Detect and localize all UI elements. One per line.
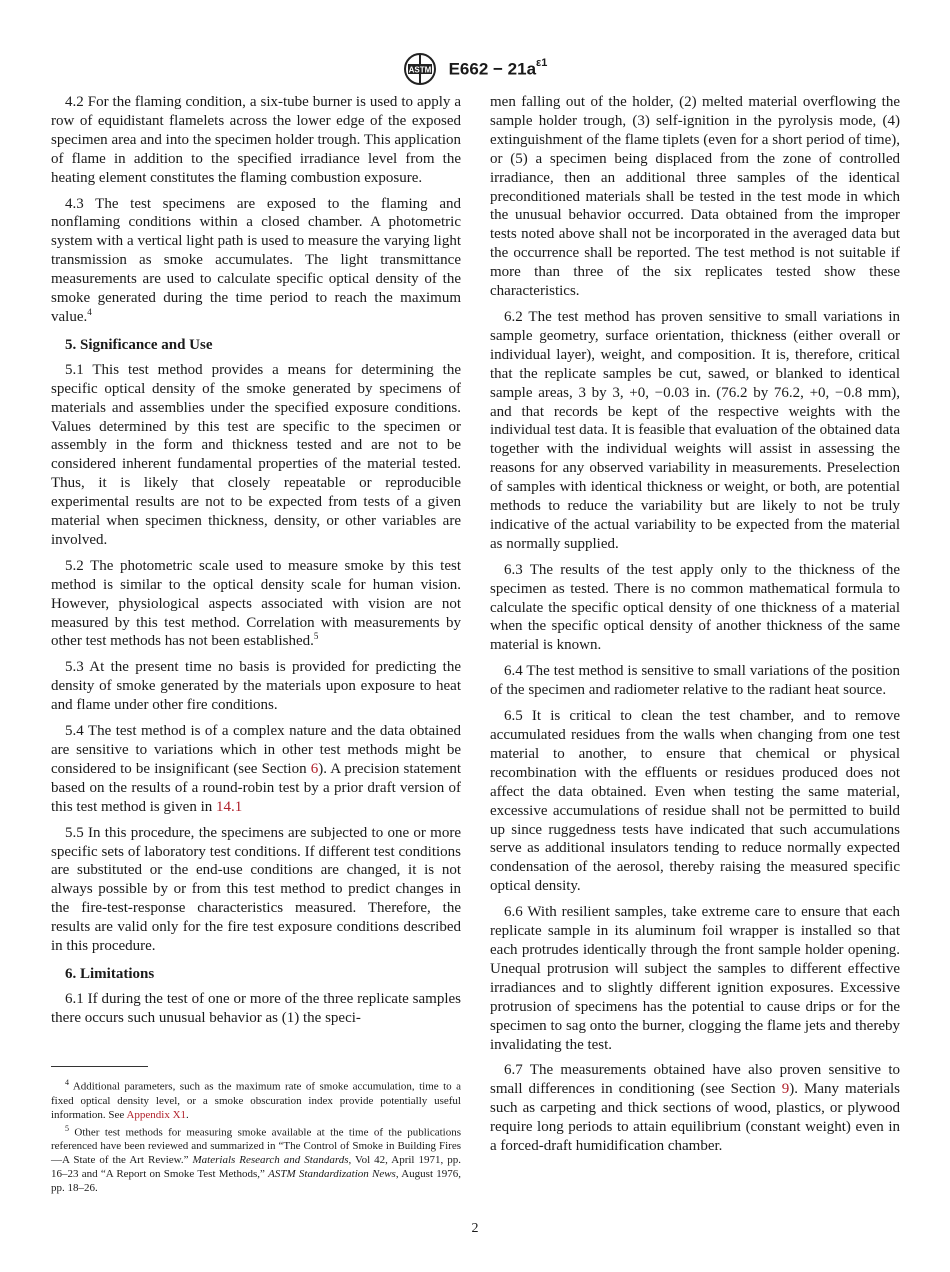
paragraph-5-1: 5.1 This test method provides a means for determining the specific optical density of the smoke generated by specimens of materials and assemblies under the specified exposure conditions. Values determined by this test are specific to the specimen or assembly in the form and thickness tested and are not to be considered inherent fundamental properties of the material tested. Thus, it is likely that closely repeatable or reproducible experimental results are not to be expected from tests of a given material when specimen thickness, density, or other variables are involved.	[51, 361, 461, 548]
paragraph-5-4: 5.4 The test method is of a complex nature and the data obtained are sensitive to variations which in other test methods might be considered to be insignificant (see Section 6). A precision statement based on the results of a round-robin test by a prior draft version of this test method is given in 14.1	[51, 723, 461, 815]
paragraph-5-2: 5.2 The photometric scale used to measure smoke by this test method is similar to the optical density scale for human vision. However, physiological aspects associated with vision are not measured by this test method. Correlation with measurements by other test methods has not been established.$^5$	[51, 557, 461, 650]
standard-designation: $E662 - 21a^{\varepsilon 1}$	[448, 56, 548, 79]
page-number: 2	[471, 1221, 479, 1236]
paragraph-5-3: 5.3 At the present time no basis is provided for predicting the density of smoke generated by the materials upon exposure to heat and flame under other fire conditions.	[51, 659, 461, 714]
paragraph-6-4: 6.4 The test method is sensitive to small variations of the position of the specimen and radiometer relative to the radiant heat source.	[490, 663, 900, 699]
page-header	[0, 52, 950, 86]
paragraph-5-5: 5.5 In this procedure, the specimens are subjected to one or more specific sets of laboratory test conditions. If different test conditions are substituted or the end-use conditions are changed, it is not always possible by or from this test method to predict changes in the fire-test-response characteristics measured. Therefore, the results are valid only for the fire test exposure conditions described in this procedure.	[51, 824, 461, 955]
section-14-1-link[interactable]: 14.1	[216, 798, 243, 815]
section-9-link[interactable]: 9	[781, 1081, 790, 1098]
paragraph-6-1: 6.1 If during the test of one or more of the three replicate samples there occurs such unusual behavior as (1) the speci-	[51, 990, 461, 1026]
section-6-link[interactable]: 6	[310, 760, 319, 777]
paragraph-6-1-continued: men falling out of the holder, (2) melted material overflowing the sample holder trough, (3) self-ignition in the pyrolysis mode, (4) extinguishment of the flame tiplets (even for a short period of time), or (5) a specimen being displaced from the zone of controlled irradiance, then an additional three samples of the identical preconditioned materials shall be tested in the test mode in which the unusual behavior occurred. Data obtained from the improper tests noted above shall not be incorporated in the averaged data but the occurrence shall be reported. The test method is not suitable if more than three of the six replicates tested show these characteristics.	[490, 94, 900, 300]
left-column	[51, 93, 461, 1035]
appendix-x1-link[interactable]: Appendix X1	[126, 1108, 187, 1121]
footnote-ref-5[interactable]: 5	[313, 631, 319, 642]
footnote-5: $^5$ Other test methods for measuring smoke available at the time of the publications referenced have been reviewed and summarized in “The Control of Smoke in Building Fires—A State of the Art Review.” Materials Research and Standards, Vol 42, April 1971, pp. 16–23 and “A Report on Smoke Test Methods,” ASTM Standardization News, August 1976, pp. 18–26.	[51, 1123, 461, 1195]
paragraph-6-6: 6.6 With resilient samples, take extreme care to ensure that each replicate sample in its aluminum foil wrapper is installed so that each protrudes identically through the front sample holder opening. Unequal protrusion will subject the samples to different effective irradiances and to slightly different ignition exposures. Excessive protrusion of specimens has the potential to cause drips or for the specimen to sag onto the burner, clogging the flame jets and thereby invalidating the test.	[490, 904, 900, 1053]
paragraph-4-2: 4.2 For the flaming condition, a six-tube burner is used to apply a row of equidistant flamelets across the lower edge of the exposed specimen area and into the specimen holder trough. This application of flame in addition to the specified irradiance level from the heating element constitutes the flaming combustion exposure.	[51, 94, 461, 186]
section-5-heading: 5. Significance and Use	[65, 336, 213, 353]
paragraph-4-3: 4.3 The test specimens are exposed to the flaming and nonflaming conditions within a closed chamber. A photometric system with a vertical light path is used to measure the varying light transmission as smoke accumulates. The light transmittance measurements are used to calculate specific optical density of the smoke generated during the time period to reach the maximum value.$^4$	[51, 195, 461, 325]
paragraph-6-3: 6.3 The results of the test apply only to the thickness of the specimen as tested. There is no common mathematical formula to calculate the specific optical density of one thickness of a material when the specific optical density of another thickness of the same material is known.	[490, 561, 900, 654]
paragraph-6-7: 6.7 The measurements obtained have also proven sensitive to small differences in conditioning (see Section 9). Many materials such as carpeting and thick sections of wood, plastics, or plywood require long periods to attain equilibrium (constant weight) even in a forced-draft humidification chamber.	[490, 1062, 901, 1155]
paragraph-6-5: 6.5 It is critical to clean the test chamber, and to remove accumulated residues from the walls when changing from one test material to another, to ensure that chemical or physical recombination with the effluents or residues produced does not affect the data obtained. Even when testing the same material, excessive accumulations of residue shall not be permitted to build up since ruggedness tests have indicated that such accumulations serve as additional insulators tending to reduce normally expected condensation of the aerosol, thereby raising the measured specific optical density.	[490, 708, 900, 895]
svg-text:ASTM: ASTM	[408, 65, 431, 75]
footnote-ref-4[interactable]: 4	[87, 306, 92, 317]
footnote-4: $^4$ Additional parameters, such as the maximum rate of smoke accumulation, time to a fixed optical density level, or a smoke obscuration index provide potentially useful information. See Appendix X1.	[51, 1078, 461, 1121]
epsilon-superscript: ε1	[536, 56, 548, 69]
paragraph-6-2: 6.2 The test method has proven sensitive to small variations in sample geometry, surface orientation, thickness (either overall or individual layer), weight, and composition. It is, therefore, critical that the replicate samples be cut, sawed, or blanked to identical sample areas, 3 by 3, +0, −0.03 in. (76.2 by 76.2, +0, −0.8 mm), and that records be kept of the respective weights with the individual test data. It is feasible that evaluation of the obtained data together with the individual weights will assist in assessing the reasons for any observed variability in measurements. Preselection of samples with identical thickness or weight, or both, are potential methods to reduce the variability but are likely to not be truly indicative of the actual variability to be expected from the material as normally supplied.	[490, 308, 900, 552]
astm-logo-icon	[403, 52, 437, 86]
footnote-divider	[51, 1066, 148, 1067]
footnotes	[51, 1076, 461, 1195]
section-6-heading: 6. Limitations	[65, 965, 155, 982]
right-column	[490, 93, 900, 1163]
